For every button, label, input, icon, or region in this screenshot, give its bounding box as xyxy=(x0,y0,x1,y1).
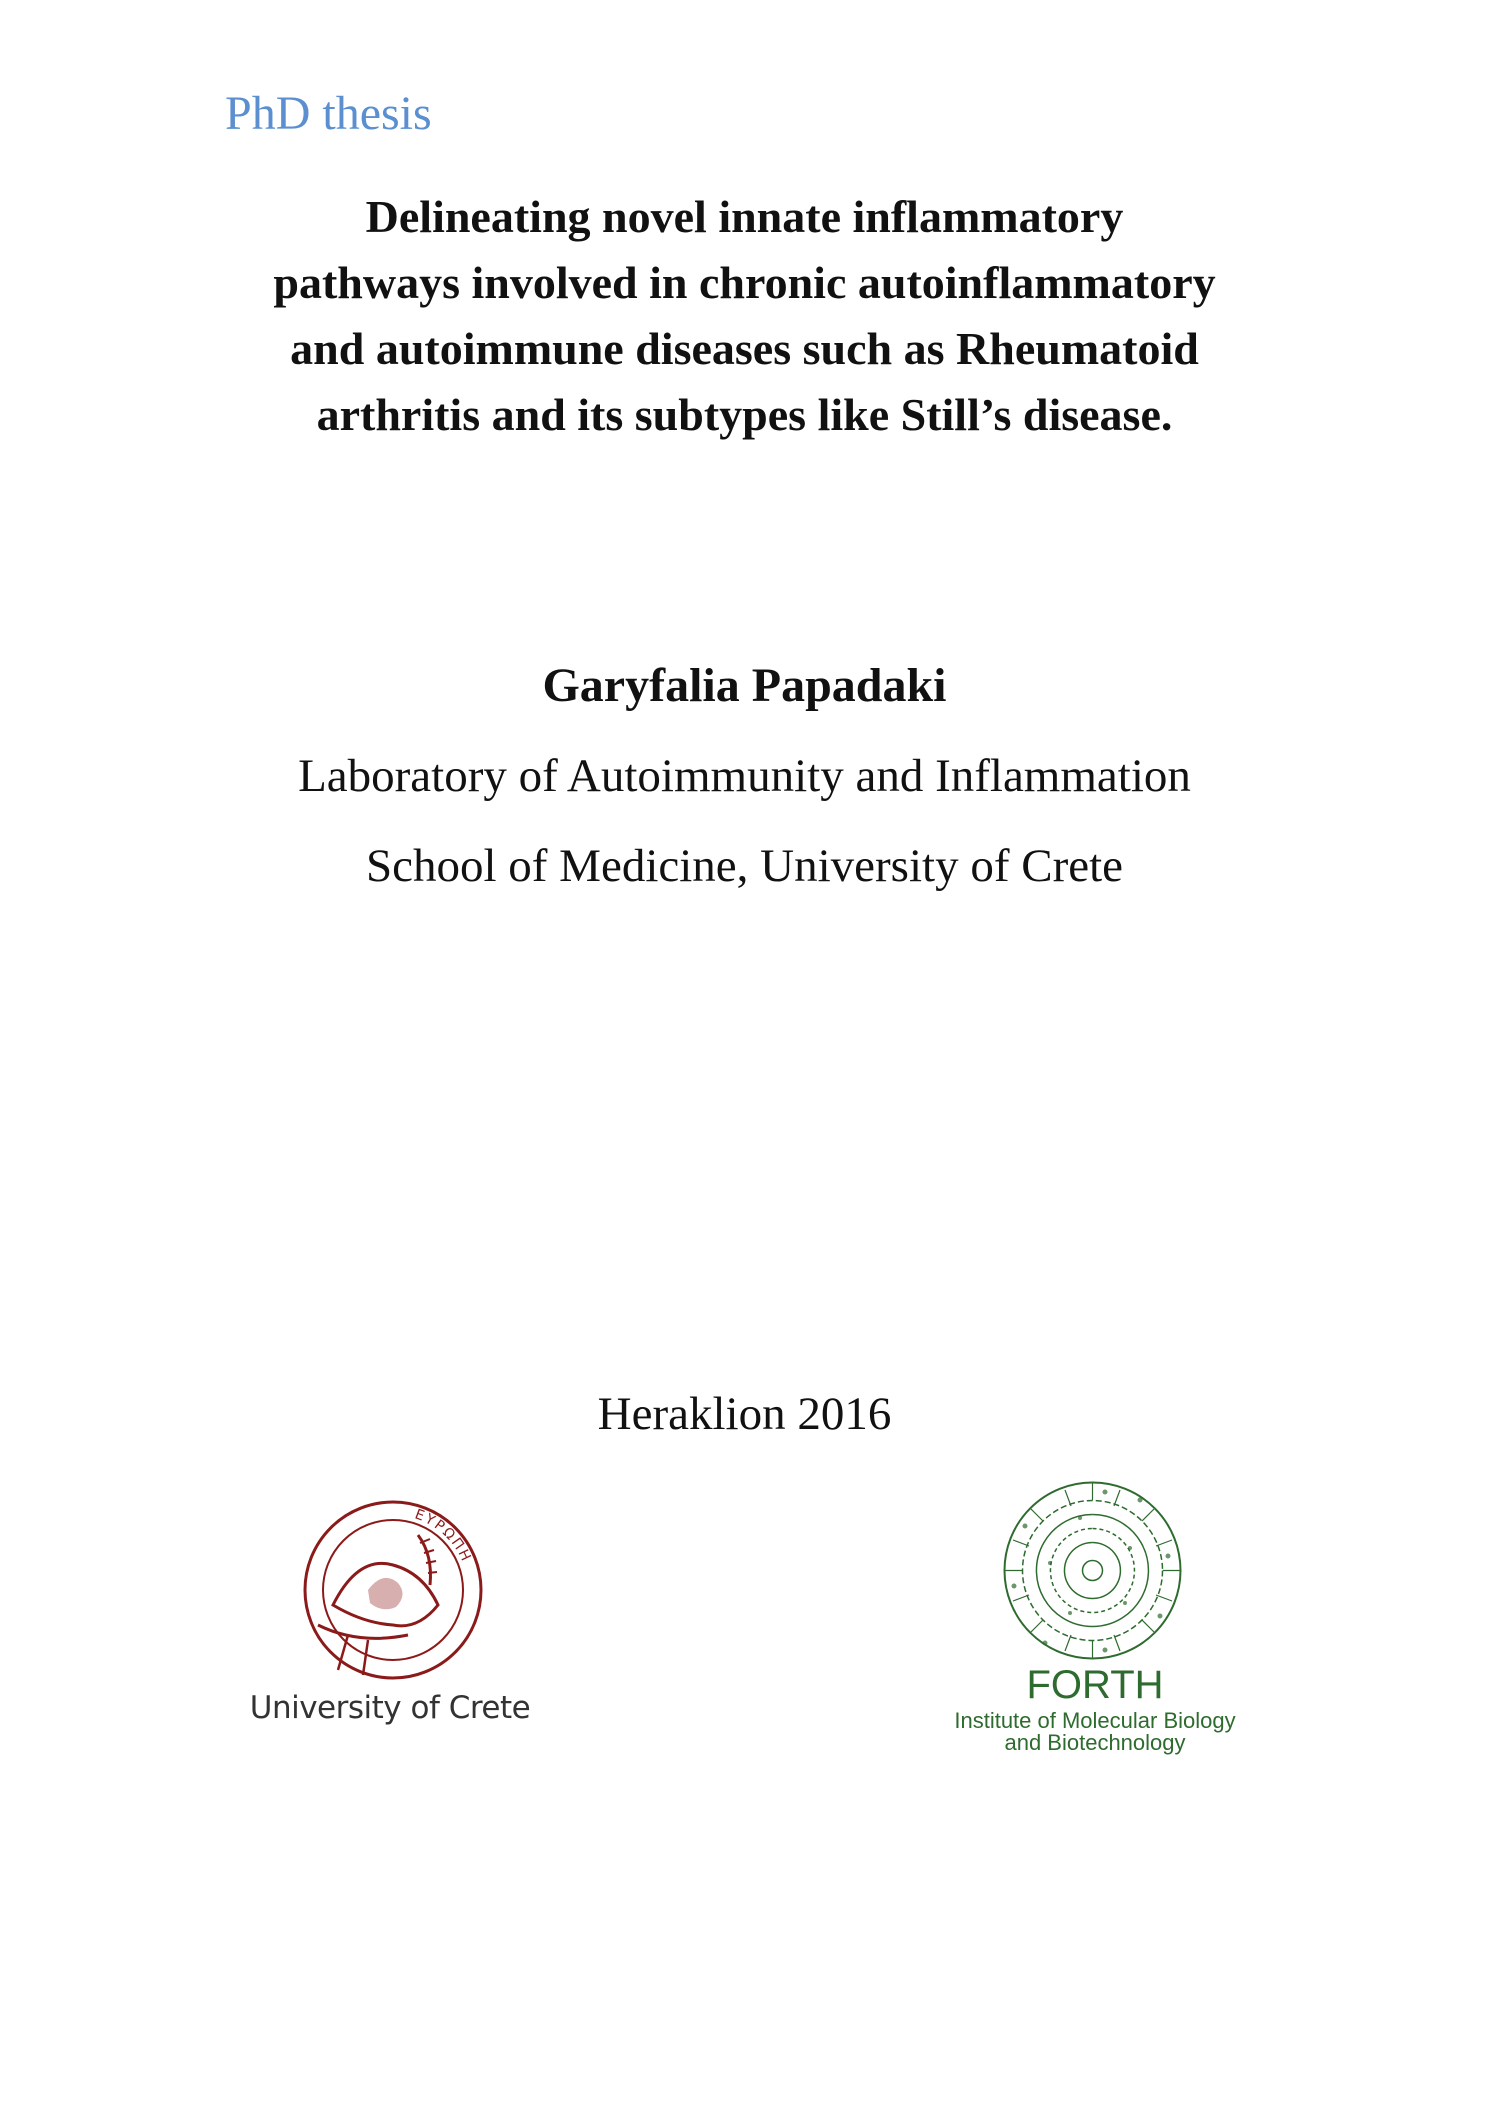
forth-name: FORTH xyxy=(1026,1663,1164,1707)
phaistos-disc-icon xyxy=(1000,1478,1185,1663)
title-line: arthritis and its subtypes like Still’s disease. xyxy=(316,389,1173,440)
title-line: pathways involved in chronic autoinflammatory xyxy=(273,257,1216,308)
university-name: University of Crete xyxy=(249,1690,531,1726)
forth-institute-name xyxy=(930,1710,1260,1754)
school-name: School of Medicine, University of Crete xyxy=(365,840,1124,892)
author-name: Garyfalia Papadaki xyxy=(542,659,947,712)
place-and-year: Heraklion 2016 xyxy=(597,1388,892,1440)
title-line: Delineating novel innate inflammatory xyxy=(365,191,1124,242)
seal-inscription: ΕΥΡΩΠΗ xyxy=(412,1506,475,1566)
thesis-title xyxy=(150,184,1339,448)
university-of-crete-logo xyxy=(240,1495,540,1745)
document-type-label: PhD thesis xyxy=(225,87,432,140)
svg-text:ΕΥΡΩΠΗ xyxy=(413,1507,475,1566)
title-line: and autoimmune diseases such as Rheumatoid xyxy=(290,323,1199,374)
laboratory-name: Laboratory of Autoimmunity and Inflammation xyxy=(298,750,1191,802)
forth-logo xyxy=(930,1470,1260,1770)
forth-institute-line: and Biotechnology xyxy=(1004,1730,1186,1755)
university-seal-icon xyxy=(298,1495,488,1685)
forth-institute-line: Institute of Molecular Biology xyxy=(954,1708,1236,1733)
